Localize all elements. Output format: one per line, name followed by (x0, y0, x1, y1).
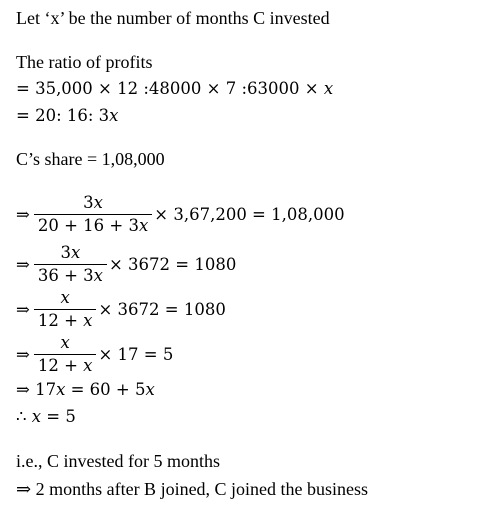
conclusion-2: ⇒ 2 months after B joined, C joined the business (16, 479, 369, 499)
implies-arrow: ⇒ (16, 299, 30, 319)
fraction-denominator: 12 + 𝑥 (37, 310, 93, 330)
fraction-numerator: 𝑥 (60, 287, 70, 307)
fraction (34, 192, 152, 237)
ratio-line-2: = 20: 16: 3𝑥 (16, 106, 119, 125)
step-expression: × 3,67,200 = 1,08,000 (154, 204, 345, 224)
step-1 (16, 190, 345, 238)
fraction-numerator: 3𝑥 (83, 192, 103, 212)
step-expression: × 17 = 5 (98, 344, 174, 364)
implies-arrow: ⇒ (16, 344, 30, 364)
step-3 (16, 285, 226, 333)
implies-arrow: ⇒ (16, 204, 30, 224)
step-4 (16, 330, 173, 378)
ratio-line-1: = 35,000 × 12 :48000 × 7 :63000 × 𝑥 (16, 79, 334, 98)
fraction-denominator: 36 + 3𝑥 (37, 265, 103, 285)
intro-text: Let ‘x’ be the number of months C invested (16, 8, 330, 28)
conclusion-1: i.e., C invested for 5 months (16, 451, 220, 471)
ratio-heading: The ratio of profits (16, 52, 153, 72)
fraction-numerator: 𝑥 (60, 332, 70, 352)
equation-1: ⇒ 17𝑥 = 60 + 5𝑥 (16, 380, 155, 399)
equation-2: ∴ 𝑥 = 5 (16, 407, 76, 426)
fraction (34, 242, 107, 287)
c-share-text: C’s share = 1,08,000 (16, 149, 165, 169)
fraction-denominator: 12 + 𝑥 (37, 355, 93, 375)
fraction-denominator: 20 + 16 + 3𝑥 (37, 215, 149, 235)
step-expression: × 3672 = 1080 (108, 254, 237, 274)
implies-arrow: ⇒ (16, 254, 30, 274)
fraction-numerator: 3𝑥 (60, 242, 81, 262)
fraction (34, 332, 97, 377)
fraction (34, 287, 97, 332)
step-expression: × 3672 = 1080 (98, 299, 226, 319)
step-2 (16, 240, 236, 288)
